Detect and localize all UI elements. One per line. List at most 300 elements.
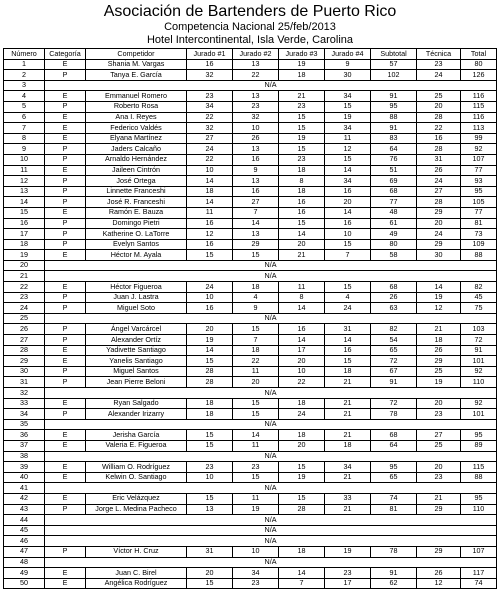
cell-jurado-1: 14 [187, 345, 233, 356]
cell-competidor: Víctor H. Cruz [86, 546, 187, 557]
cell-jurado-4: 34 [325, 123, 371, 134]
cell-jurado-1: 15 [187, 578, 233, 589]
cell-jurado-1: 14 [187, 197, 233, 208]
table-row [4, 207, 497, 218]
cell-jurado-3: 14 [279, 335, 325, 346]
cell-numero: 49 [4, 568, 45, 579]
cell-jurado-3: 7 [279, 578, 325, 589]
cell-tecnica: 26 [417, 345, 461, 356]
cell-categoria: E [45, 112, 86, 123]
cell-total: 101 [461, 409, 497, 420]
cell-jurado-4: 34 [325, 462, 371, 473]
cell-jurado-4: 14 [325, 335, 371, 346]
cell-jurado-1: 15 [187, 250, 233, 261]
cell-total: 110 [461, 377, 497, 388]
cell-total: 80 [461, 59, 497, 70]
cell-jurado-4: 17 [325, 578, 371, 589]
cell-numero: 38 [4, 451, 45, 462]
cell-jurado-2: 20 [233, 377, 279, 388]
cell-jurado-1: 27 [187, 133, 233, 144]
cell-numero: 17 [4, 229, 45, 240]
cell-competidor: Linnette Franceshi [86, 186, 187, 197]
table-row [4, 80, 497, 91]
cell-subtotal: 58 [371, 250, 417, 261]
cell-total: 92 [461, 144, 497, 155]
table-row [4, 282, 497, 293]
cell-jurado-1: 18 [187, 409, 233, 420]
table-row [4, 186, 497, 197]
cell-subtotal: 91 [371, 91, 417, 102]
cell-jurado-1: 15 [187, 356, 233, 367]
cell-competidor: Roberto Rosa [86, 101, 187, 112]
cell-jurado-4: 19 [325, 546, 371, 557]
cell-categoria: P [45, 377, 86, 388]
cell-total: 101 [461, 356, 497, 367]
cell-jurado-3: 15 [279, 493, 325, 504]
cell-jurado-2: 15 [233, 472, 279, 483]
cell-numero: 10 [4, 154, 45, 165]
results-table [3, 48, 497, 589]
cell-subtotal: 81 [371, 504, 417, 515]
cell-subtotal: 91 [371, 568, 417, 579]
cell-total: 116 [461, 91, 497, 102]
cell-subtotal: 72 [371, 398, 417, 409]
cell-jurado-4: 16 [325, 186, 371, 197]
cell-na: N/A [45, 515, 497, 526]
table-row [4, 218, 497, 229]
col-header-jurado-1: Jurado #1 [187, 49, 233, 60]
cell-tecnica: 12 [417, 303, 461, 314]
cell-tecnica: 18 [417, 335, 461, 346]
cell-jurado-2: 23 [233, 462, 279, 473]
cell-competidor: Katherine O. LaTorre [86, 229, 187, 240]
cell-tecnica: 12 [417, 578, 461, 589]
table-row [4, 91, 497, 102]
cell-jurado-4: 15 [325, 356, 371, 367]
cell-total: 72 [461, 335, 497, 346]
cell-subtotal: 62 [371, 578, 417, 589]
cell-tecnica: 29 [417, 356, 461, 367]
cell-tecnica: 27 [417, 186, 461, 197]
cell-tecnica: 28 [417, 197, 461, 208]
cell-jurado-3: 15 [279, 112, 325, 123]
cell-numero: 47 [4, 546, 45, 557]
cell-numero: 35 [4, 419, 45, 430]
cell-jurado-4: 15 [325, 154, 371, 165]
cell-categoria: E [45, 123, 86, 134]
results-body [4, 59, 497, 589]
cell-total: 88 [461, 472, 497, 483]
cell-na: N/A [45, 80, 497, 91]
table-row [4, 536, 497, 547]
cell-jurado-4: 4 [325, 292, 371, 303]
cell-jurado-4: 31 [325, 324, 371, 335]
cell-total: 95 [461, 493, 497, 504]
cell-jurado-1: 28 [187, 377, 233, 388]
cell-categoria: P [45, 409, 86, 420]
cell-numero: 19 [4, 250, 45, 261]
cell-competidor: Arnaldo Hernández [86, 154, 187, 165]
cell-jurado-1: 22 [187, 112, 233, 123]
table-row [4, 271, 497, 282]
cell-subtotal: 51 [371, 165, 417, 176]
cell-jurado-4: 11 [325, 133, 371, 144]
cell-tecnica: 25 [417, 440, 461, 451]
col-header-numero: Número [4, 49, 45, 60]
cell-total: 110 [461, 504, 497, 515]
cell-total: 115 [461, 462, 497, 473]
cell-jurado-3: 18 [279, 430, 325, 441]
cell-jurado-4: 15 [325, 101, 371, 112]
cell-total: 74 [461, 578, 497, 589]
cell-categoria: P [45, 176, 86, 187]
cell-jurado-4: 21 [325, 377, 371, 388]
cell-numero: 32 [4, 388, 45, 399]
cell-categoria: E [45, 345, 86, 356]
table-row [4, 462, 497, 473]
cell-categoria: P [45, 70, 86, 81]
col-header-jurado-3: Jurado #3 [279, 49, 325, 60]
cell-jurado-2: 13 [233, 144, 279, 155]
cell-jurado-3: 16 [279, 207, 325, 218]
table-row [4, 419, 497, 430]
cell-tecnica: 26 [417, 568, 461, 579]
cell-jurado-3: 19 [279, 59, 325, 70]
cell-categoria: P [45, 186, 86, 197]
cell-na: N/A [45, 451, 497, 462]
cell-jurado-1: 14 [187, 176, 233, 187]
cell-numero: 44 [4, 515, 45, 526]
cell-jurado-1: 16 [187, 303, 233, 314]
cell-subtotal: 91 [371, 377, 417, 388]
cell-jurado-4: 20 [325, 197, 371, 208]
cell-jurado-1: 20 [187, 324, 233, 335]
cell-jurado-3: 19 [279, 133, 325, 144]
table-header-row [4, 49, 497, 60]
cell-numero: 23 [4, 292, 45, 303]
col-header-jurado-2: Jurado #2 [233, 49, 279, 60]
cell-jurado-2: 9 [233, 165, 279, 176]
cell-numero: 6 [4, 112, 45, 123]
cell-competidor: Héctor Figueroa [86, 282, 187, 293]
cell-competidor: Evelyn Santos [86, 239, 187, 250]
cell-categoria: P [45, 292, 86, 303]
cell-categoria: E [45, 59, 86, 70]
cell-numero: 12 [4, 176, 45, 187]
table-row [4, 176, 497, 187]
cell-tecnica: 23 [417, 409, 461, 420]
cell-numero: 27 [4, 335, 45, 346]
cell-categoria: E [45, 578, 86, 589]
cell-competidor: Jean Pierre Beloni [86, 377, 187, 388]
table-row [4, 568, 497, 579]
cell-categoria: P [45, 101, 86, 112]
table-row [4, 101, 497, 112]
cell-jurado-2: 32 [233, 112, 279, 123]
cell-categoria: E [45, 356, 86, 367]
cell-numero: 7 [4, 123, 45, 134]
cell-numero: 34 [4, 409, 45, 420]
cell-competidor: Ramón E. Bauza [86, 207, 187, 218]
cell-na: N/A [45, 260, 497, 271]
cell-jurado-3: 16 [279, 197, 325, 208]
cell-competidor: Eric Velázquez [86, 493, 187, 504]
cell-jurado-1: 16 [187, 239, 233, 250]
cell-numero: 28 [4, 345, 45, 356]
cell-tecnica: 14 [417, 282, 461, 293]
cell-numero: 30 [4, 366, 45, 377]
cell-subtotal: 83 [371, 133, 417, 144]
cell-jurado-3: 8 [279, 176, 325, 187]
cell-numero: 36 [4, 430, 45, 441]
cell-jurado-4: 23 [325, 568, 371, 579]
cell-tecnica: 25 [417, 91, 461, 102]
cell-subtotal: 91 [371, 123, 417, 134]
cell-subtotal: 68 [371, 430, 417, 441]
table-row [4, 112, 497, 123]
cell-jurado-1: 23 [187, 91, 233, 102]
cell-tecnica: 21 [417, 324, 461, 335]
cell-categoria: P [45, 324, 86, 335]
cell-jurado-1: 16 [187, 59, 233, 70]
cell-numero: 8 [4, 133, 45, 144]
cell-jurado-2: 7 [233, 207, 279, 218]
cell-jurado-2: 34 [233, 568, 279, 579]
table-row [4, 123, 497, 134]
cell-jurado-3: 18 [279, 398, 325, 409]
cell-jurado-1: 31 [187, 546, 233, 557]
cell-na: N/A [45, 557, 497, 568]
cell-jurado-3: 21 [279, 91, 325, 102]
cell-jurado-3: 14 [279, 568, 325, 579]
table-row [4, 525, 497, 536]
cell-jurado-1: 19 [187, 335, 233, 346]
table-row [4, 377, 497, 388]
cell-tecnica: 29 [417, 504, 461, 515]
cell-jurado-3: 19 [279, 472, 325, 483]
cell-subtotal: 74 [371, 493, 417, 504]
cell-tecnica: 27 [417, 430, 461, 441]
cell-competidor: Yanelis Santiago [86, 356, 187, 367]
table-row [4, 303, 497, 314]
cell-jurado-4: 18 [325, 440, 371, 451]
cell-jurado-4: 21 [325, 398, 371, 409]
cell-jurado-1: 32 [187, 123, 233, 134]
document-title: Asociación de Bartenders de Puerto Rico [103, 3, 397, 20]
table-row [4, 144, 497, 155]
cell-subtotal: 57 [371, 59, 417, 70]
table-row [4, 504, 497, 515]
cell-jurado-2: 26 [233, 133, 279, 144]
cell-jurado-3: 18 [279, 186, 325, 197]
cell-numero: 16 [4, 218, 45, 229]
cell-total: 93 [461, 176, 497, 187]
cell-subtotal: 80 [371, 239, 417, 250]
cell-jurado-2: 15 [233, 409, 279, 420]
cell-competidor: Alexander Irizarry [86, 409, 187, 420]
cell-competidor: Jaileen Cintrón [86, 165, 187, 176]
cell-jurado-3: 23 [279, 101, 325, 112]
cell-jurado-2: 11 [233, 366, 279, 377]
cell-categoria: P [45, 239, 86, 250]
cell-jurado-2: 23 [233, 101, 279, 112]
col-header-categoria: Categoría [45, 49, 86, 60]
cell-numero: 31 [4, 377, 45, 388]
cell-total: 82 [461, 282, 497, 293]
cell-jurado-4: 34 [325, 91, 371, 102]
cell-jurado-1: 12 [187, 229, 233, 240]
cell-subtotal: 76 [371, 154, 417, 165]
cell-categoria: E [45, 493, 86, 504]
cell-numero: 33 [4, 398, 45, 409]
cell-competidor: José Ortega [86, 176, 187, 187]
cell-categoria: P [45, 144, 86, 155]
cell-jurado-4: 16 [325, 218, 371, 229]
cell-numero: 41 [4, 483, 45, 494]
cell-competidor: Jerisha García [86, 430, 187, 441]
cell-total: 91 [461, 345, 497, 356]
cell-numero: 40 [4, 472, 45, 483]
table-row [4, 292, 497, 303]
cell-subtotal: 68 [371, 282, 417, 293]
cell-jurado-2: 22 [233, 70, 279, 81]
cell-competidor: Juan C. Birel [86, 568, 187, 579]
cell-na: N/A [45, 536, 497, 547]
cell-numero: 1 [4, 59, 45, 70]
cell-numero: 26 [4, 324, 45, 335]
cell-subtotal: 69 [371, 176, 417, 187]
cell-tecnica: 22 [417, 123, 461, 134]
cell-tecnica: 20 [417, 218, 461, 229]
cell-subtotal: 26 [371, 292, 417, 303]
cell-jurado-2: 29 [233, 239, 279, 250]
cell-total: 88 [461, 250, 497, 261]
table-row [4, 133, 497, 144]
cell-tecnica: 19 [417, 377, 461, 388]
cell-categoria: P [45, 154, 86, 165]
cell-categoria: E [45, 430, 86, 441]
cell-total: 117 [461, 568, 497, 579]
cell-total: 77 [461, 207, 497, 218]
cell-tecnica: 29 [417, 546, 461, 557]
cell-total: 99 [461, 133, 497, 144]
cell-categoria: E [45, 282, 86, 293]
cell-competidor: Federico Valdés [86, 123, 187, 134]
cell-jurado-2: 16 [233, 186, 279, 197]
cell-numero: 45 [4, 525, 45, 536]
cell-subtotal: 65 [371, 345, 417, 356]
cell-jurado-3: 20 [279, 440, 325, 451]
cell-subtotal: 67 [371, 366, 417, 377]
cell-numero: 37 [4, 440, 45, 451]
document-location: Hotel Intercontinental, Isla Verde, Carolina [146, 34, 354, 46]
cell-total: 73 [461, 229, 497, 240]
cell-jurado-4: 14 [325, 165, 371, 176]
cell-jurado-4: 10 [325, 229, 371, 240]
cell-competidor: Juan J. Lastra [86, 292, 187, 303]
cell-subtotal: 88 [371, 112, 417, 123]
cell-jurado-4: 9 [325, 59, 371, 70]
cell-total: 92 [461, 398, 497, 409]
table-row [4, 239, 497, 250]
cell-tecnica: 26 [417, 165, 461, 176]
cell-jurado-1: 32 [187, 70, 233, 81]
cell-tecnica: 20 [417, 398, 461, 409]
cell-numero: 4 [4, 91, 45, 102]
cell-competidor: Alexander Ortíz [86, 335, 187, 346]
table-row [4, 388, 497, 399]
cell-categoria: P [45, 504, 86, 515]
table-row [4, 440, 497, 451]
cell-na: N/A [45, 483, 497, 494]
table-row [4, 430, 497, 441]
cell-na: N/A [45, 388, 497, 399]
cell-jurado-4: 24 [325, 303, 371, 314]
cell-jurado-2: 13 [233, 91, 279, 102]
cell-jurado-4: 18 [325, 366, 371, 377]
cell-competidor: Kelwin O. Santiago [86, 472, 187, 483]
cell-jurado-2: 22 [233, 356, 279, 367]
table-row [4, 578, 497, 589]
cell-competidor: Tanya E. García [86, 70, 187, 81]
cell-jurado-3: 18 [279, 546, 325, 557]
cell-jurado-3: 20 [279, 356, 325, 367]
cell-jurado-3: 14 [279, 229, 325, 240]
cell-competidor: Jaders Calcaño [86, 144, 187, 155]
cell-competidor: Valeria E. Figueroa [86, 440, 187, 451]
cell-categoria: P [45, 335, 86, 346]
cell-subtotal: 95 [371, 101, 417, 112]
cell-subtotal: 72 [371, 356, 417, 367]
cell-numero: 11 [4, 165, 45, 176]
cell-categoria: E [45, 398, 86, 409]
cell-jurado-1: 15 [187, 440, 233, 451]
table-row [4, 345, 497, 356]
cell-jurado-3: 15 [279, 123, 325, 134]
cell-tecnica: 24 [417, 229, 461, 240]
cell-categoria: E [45, 165, 86, 176]
cell-jurado-1: 34 [187, 101, 233, 112]
cell-subtotal: 49 [371, 229, 417, 240]
cell-jurado-1: 10 [187, 165, 233, 176]
cell-competidor: José R. Franceshi [86, 197, 187, 208]
cell-numero: 18 [4, 239, 45, 250]
cell-jurado-2: 19 [233, 504, 279, 515]
cell-total: 109 [461, 239, 497, 250]
table-row [4, 366, 497, 377]
cell-jurado-3: 18 [279, 70, 325, 81]
cell-competidor: Yadivette Santiago [86, 345, 187, 356]
cell-jurado-1: 15 [187, 430, 233, 441]
cell-tecnica: 23 [417, 472, 461, 483]
cell-total: 45 [461, 292, 497, 303]
cell-jurado-2: 14 [233, 430, 279, 441]
cell-na: N/A [45, 313, 497, 324]
cell-numero: 14 [4, 197, 45, 208]
col-header-tecnica: Técnica [417, 49, 461, 60]
cell-numero: 25 [4, 313, 45, 324]
cell-total: 116 [461, 112, 497, 123]
cell-jurado-4: 15 [325, 239, 371, 250]
cell-jurado-2: 18 [233, 345, 279, 356]
cell-competidor: Miguel Soto [86, 303, 187, 314]
cell-numero: 29 [4, 356, 45, 367]
cell-total: 81 [461, 218, 497, 229]
cell-categoria: E [45, 472, 86, 483]
cell-categoria: E [45, 462, 86, 473]
cell-jurado-1: 24 [187, 144, 233, 155]
cell-total: 107 [461, 546, 497, 557]
